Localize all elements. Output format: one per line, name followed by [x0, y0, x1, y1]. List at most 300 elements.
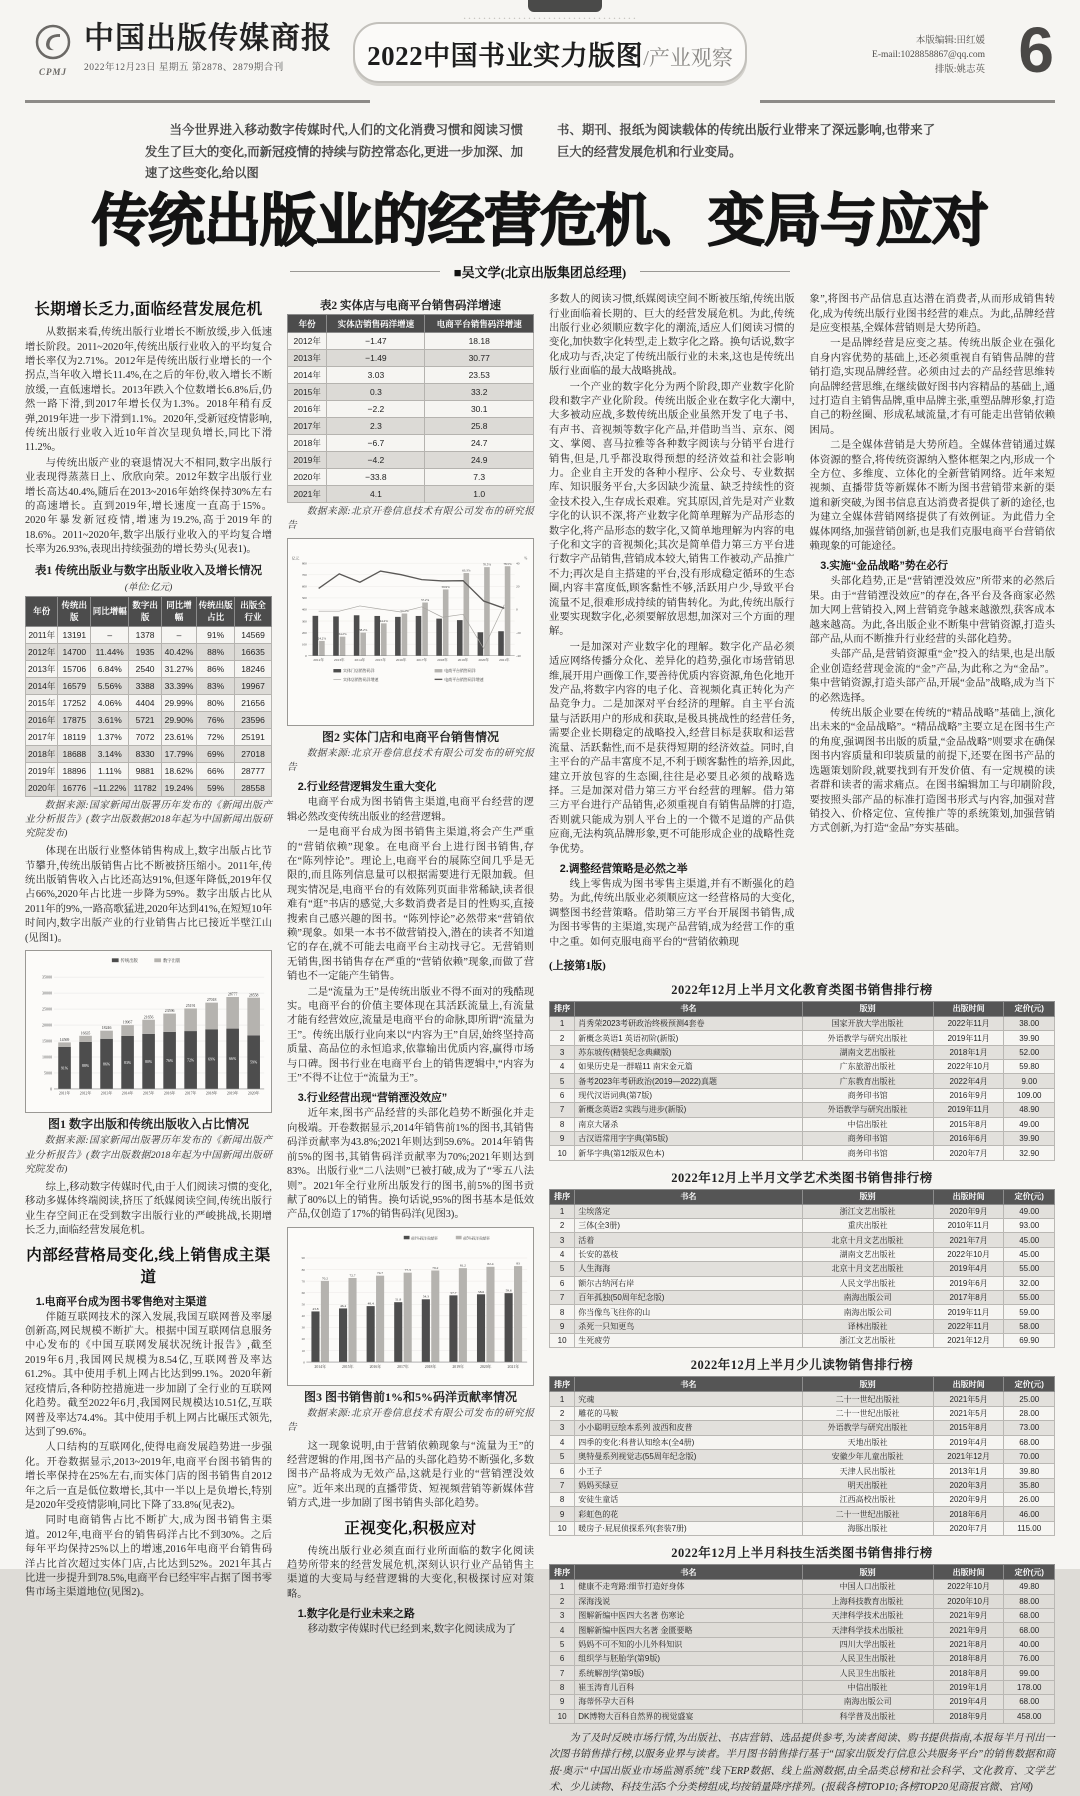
fig1-source: 数据来源:国家新闻出版署历年发布的《新闻出版产业分析报告》(数字出版数据2018年起为中国新闻出版研究院发布) — [25, 1135, 272, 1175]
table-cell: 17.79% — [161, 745, 196, 762]
svg-text:2019年: 2019年 — [226, 1091, 239, 1096]
section-heading-3: 正视变化,积极应对 — [344, 1519, 477, 1537]
table-cell: 93.00 — [1004, 1219, 1055, 1233]
table-cell: 2020年9月 — [933, 1493, 1004, 1507]
table-row — [550, 1247, 1055, 1261]
table-cell: 2018年9月 — [933, 1709, 1004, 1723]
sub-heading: 2.行业经营逻辑发生重大变化 — [297, 781, 437, 794]
table-cell: 2016年9月 — [933, 1088, 1004, 1102]
svg-text:80: 80 — [301, 1267, 305, 1272]
table-row — [550, 1060, 1055, 1074]
table-row — [550, 1031, 1055, 1045]
table-cell: 31.27% — [161, 660, 196, 677]
table-cell: 2013年 — [26, 660, 58, 677]
right-text-columns — [549, 293, 1055, 951]
table-row — [550, 1507, 1055, 1521]
table-cell: 23.61% — [161, 728, 196, 745]
masthead — [30, 22, 332, 78]
table-cell: 天津科学技术出版社 — [802, 1608, 933, 1622]
ranking-tables — [549, 951, 1055, 1796]
table-row — [26, 745, 272, 762]
table-cell: 26.00 — [1004, 1493, 1055, 1507]
table-cell: 浙江文艺出版社 — [802, 1204, 933, 1218]
table-cell: 19967 — [235, 677, 272, 694]
table-cell: 外语教学与研究出版社 — [802, 1421, 933, 1435]
column-header: 版别 — [802, 1189, 933, 1204]
table-cell: 40.42% — [161, 643, 196, 660]
svg-text:电商平台销售码洋增速: 电商平台销售码洋增速 — [444, 676, 484, 682]
table-row — [550, 1219, 1055, 1233]
table-cell: 3 — [550, 1421, 575, 1435]
table-row — [26, 643, 272, 660]
column-header: 出版时间 — [933, 1001, 1004, 1016]
table-cell: 7 — [550, 1478, 575, 1492]
table-cell: 14569 — [235, 626, 272, 643]
table-cell: 2018年8月 — [933, 1666, 1004, 1680]
paper-name: 中国出版传媒商报 — [84, 22, 332, 55]
table-row — [26, 677, 272, 694]
svg-text:2021年: 2021年 — [498, 657, 510, 662]
column-header: 年份 — [288, 315, 327, 333]
column-header: 版别 — [802, 1001, 933, 1016]
table-row — [550, 1131, 1055, 1145]
svg-text:2017年: 2017年 — [416, 657, 428, 662]
table-cell: 2016年6月 — [933, 1131, 1004, 1145]
table-row — [26, 711, 272, 728]
column-header: 同比增幅 — [91, 596, 129, 626]
ranking-footnote: 为了及时反映市场行情,为出版社、书店营销、选品提供参考,为读者阅读、购书提供指南,本报每半月刊出一次图书销售排行榜,以服务业界与读者。半月图书销售排行基于“国家出版发行信息公共服务平台”的销售数据和商报·奥示“中国出版业市场监测系统”线下ERP数据、线上监测数据,由全品类总榜和社会科学、文化教育、文学艺术、少儿读物、科技生活5个分类榜组成,均按销量降序排列。(报载各榜TOP10;各榜TOP20见商报官微、官网) — [549, 1732, 1055, 1793]
rank-table-children — [549, 1376, 1055, 1536]
table-cell: 88.00 — [1004, 1594, 1055, 1608]
column-1 — [25, 293, 272, 1599]
table-cell: 译林出版社 — [802, 1319, 933, 1333]
table-row — [550, 1464, 1055, 1478]
table-cell: 2014年 — [26, 677, 58, 694]
table-cell: 2022年10月 — [933, 1247, 1004, 1261]
table-cell: 3388 — [129, 677, 161, 694]
table-cell: 2018年 — [288, 435, 327, 452]
table-cell: 458.00 — [1004, 1709, 1055, 1723]
paragraph: 伴随互联网技术的深入发展,我国互联网普及率屡创新高,网民规模不断扩大。根据中国互联网信息服务中心发布的《中国互联网发展状况统计报告》,截至2019年6月,我国网民规模为8.54亿,互联网普及率达61.2%。其中使用手机上网占比达到99.1%。2020年新冠疫情后,各种防控措施进一步加剧了全行业的互联网化趋势。截至2022年6月,我国网民规模达10.51亿,互联网普及率达74.4%。其中使用手机上网占比碾压式领先,达到了99.6%。 — [25, 1311, 272, 1438]
table-cell: 6 — [550, 1088, 575, 1102]
svg-text:2013年: 2013年 — [100, 1091, 113, 1096]
table-row — [550, 1204, 1055, 1218]
table-row — [550, 1074, 1055, 1088]
table-cell: 7 — [550, 1290, 575, 1304]
svg-text:72%: 72% — [187, 1058, 195, 1063]
table-cell: 8330 — [129, 745, 161, 762]
svg-text:54.3: 54.3 — [422, 1294, 429, 1299]
svg-text:2020年: 2020年 — [478, 657, 489, 662]
table-cell: 10 — [550, 1334, 575, 1348]
table-cell: 49.00 — [1004, 1117, 1055, 1131]
table-row — [550, 1580, 1055, 1594]
table-cell: 2012年 — [26, 643, 58, 660]
table-cell: 2021年9月 — [933, 1608, 1004, 1622]
svg-text:58.6: 58.6 — [477, 1289, 485, 1294]
svg-text:23596: 23596 — [164, 1009, 175, 1014]
svg-text:40: 40 — [516, 560, 520, 565]
table-cell: 新概念英语1 英语初阶(新版) — [575, 1031, 802, 1045]
table-cell: 3.14% — [91, 745, 129, 762]
table-cell: 21656 — [235, 694, 272, 711]
table-cell: 8 — [550, 1493, 575, 1507]
svg-text:%: % — [524, 555, 528, 560]
table-cell: 39.90 — [1004, 1131, 1055, 1145]
svg-text:实体店销售码洋增速: 实体店销售码洋增速 — [343, 676, 379, 682]
table-cell: 南海出版公司 — [802, 1695, 933, 1709]
rank-table-literature-art — [549, 1189, 1055, 1349]
svg-text:2019年: 2019年 — [452, 1364, 464, 1369]
table-cell: 肖秀荣2023考研政治终极预测4套卷 — [575, 1016, 802, 1030]
table-cell: −33.8 — [327, 469, 425, 486]
rank-table-title: 2022年12月上半月文学艺术类图书销售排行榜 — [671, 1170, 933, 1185]
table-cell: 如果历史是一群喵11 南宋金元篇 — [575, 1060, 802, 1074]
continued-from-mark: (上接第1版) — [549, 959, 606, 972]
svg-text:0: 0 — [303, 1360, 305, 1365]
table-cell: 中信出版社 — [802, 1117, 933, 1131]
svg-text:76%: 76% — [166, 1058, 174, 1063]
table-cell: 4.06% — [91, 694, 129, 711]
rank-table-sci-life — [549, 1564, 1055, 1724]
svg-text:80%: 80% — [145, 1059, 153, 1064]
svg-text:70.5%: 70.5% — [482, 562, 492, 567]
table-cell: 四川大学出版社 — [802, 1637, 933, 1651]
table-cell: 二十一世纪出版社 — [802, 1507, 933, 1521]
table-cell: 2020年9月 — [933, 1204, 1004, 1218]
table-cell: 2019年11月 — [933, 1031, 1004, 1045]
table-row — [550, 1521, 1055, 1535]
column-header: 排序 — [550, 1565, 575, 1580]
table-cell: 91% — [197, 626, 235, 643]
table-cell: 19.24% — [161, 779, 196, 796]
table-cell: 109.00 — [1004, 1088, 1055, 1102]
table-row — [288, 452, 534, 469]
svg-text:25000: 25000 — [42, 1006, 53, 1012]
table-cell: 安徽少年儿童出版社 — [802, 1449, 933, 1463]
table-cell: 25191 — [235, 728, 272, 745]
table-row — [550, 1103, 1055, 1117]
table-cell: 18896 — [58, 762, 91, 779]
table-cell: 苏东坡传(精装纪念典藏版) — [575, 1045, 802, 1059]
table-cell: 86% — [197, 660, 235, 677]
table-cell: 活着 — [575, 1233, 802, 1247]
svg-text:2021年: 2021年 — [507, 1364, 520, 1369]
table-cell: 115.00 — [1004, 1521, 1055, 1535]
issue-line: 2022年12月23日 星期五 第2878、2879期合刊 — [84, 63, 284, 73]
fig2-chart — [287, 538, 534, 726]
svg-text:77.3: 77.3 — [404, 1267, 411, 1272]
paragraph: 移动数字传媒时代已经到来,数字化阅读成为了 — [307, 1624, 517, 1636]
paragraph: 综上,移动数字传媒时代,由于人们阅读习惯的变化,移动多媒体终端阅读,挤压了纸媒阅读空间,传统出版行业生存空间正在受到数字出版行业的严峻挑战,长期增长乏力,面临经营发展危机。 — [25, 1182, 272, 1237]
table-cell: 系统解剖学(第9版) — [575, 1666, 802, 1680]
table-cell: 15706 — [58, 660, 91, 677]
svg-text:51.8: 51.8 — [395, 1297, 402, 1302]
fig3-chart — [287, 1227, 534, 1387]
svg-text:2017年: 2017年 — [184, 1091, 197, 1096]
svg-text:14569: 14569 — [59, 1038, 70, 1043]
table-cell: DK博物大百科自然界的视觉盛宴 — [575, 1709, 802, 1723]
svg-text:100: 100 — [301, 641, 307, 646]
column-header: 排序 — [550, 1189, 575, 1204]
table-row — [550, 1146, 1055, 1160]
table-cell: −2.2 — [327, 401, 425, 418]
table-row — [550, 1695, 1055, 1709]
svg-text:2020年: 2020年 — [247, 1091, 260, 1096]
table-cell: 28.00 — [1004, 1406, 1055, 1420]
table-cell: 妈妈不可不知的小儿外科知识 — [575, 1637, 802, 1651]
svg-text:59.6: 59.6 — [505, 1288, 512, 1293]
table-cell: 2018年 — [26, 745, 58, 762]
column-header: 书名 — [575, 1001, 802, 1016]
paragraph: 一是品牌经营是应变之基。传统出版企业在强化自身内容优势的基础上,还必须重视自有销售品牌的营销打造,实现品牌经营。必须由过去的产品经营思维转向品牌经营思维,在继续做好图书内容精品的基础上,通过打造自主销售品牌,重申品牌主张,重塑品牌形象,打造自己的粉丝圈、形成私域流量,才有可能走出营销依赖困局。 — [809, 338, 1055, 436]
table-row — [550, 1709, 1055, 1723]
article-body — [0, 287, 1080, 1793]
table-cell: 18.62% — [161, 762, 196, 779]
table-cell: 3.03 — [327, 367, 425, 384]
table-cell: 人民卫生出版社 — [802, 1652, 933, 1666]
svg-text:800: 800 — [301, 560, 307, 565]
table-cell: 1 — [550, 1204, 575, 1218]
svg-text:5000: 5000 — [44, 1070, 53, 1076]
table-cell: 南海出版公司 — [802, 1290, 933, 1304]
table-cell: 2540 — [129, 660, 161, 677]
svg-text:2020年: 2020年 — [479, 1364, 492, 1369]
svg-text:79.2: 79.2 — [432, 1265, 439, 1270]
column-header: 出版时间 — [933, 1565, 1004, 1580]
svg-text:28558: 28558 — [248, 993, 259, 998]
svg-text:83: 83 — [516, 1261, 520, 1266]
table-cell: 6.84% — [91, 660, 129, 677]
table-cell: 2021年12月 — [933, 1334, 1004, 1348]
table-cell: 8 — [550, 1680, 575, 1694]
table-cell: 明天出版社 — [802, 1478, 933, 1492]
table-cell: 59% — [197, 779, 235, 796]
svg-text:91%: 91% — [61, 1066, 69, 1071]
table-cell: 4 — [550, 1247, 575, 1261]
table-cell: 18688 — [58, 745, 91, 762]
table-cell: 45.00 — [1004, 1233, 1055, 1247]
table-row — [550, 1016, 1055, 1030]
svg-text:72.7: 72.7 — [349, 1273, 356, 1278]
table-cell: 30.77 — [425, 350, 534, 367]
table-cell: 72% — [197, 728, 235, 745]
editor-info — [872, 34, 985, 77]
paragraph: 这一现象说明,由于营销依赖现象与“流量为王”的经营逻辑的作用,图书产品的头部化趋势不断强化,多数图书产品将成为无效产品,这就是行业的“营销湮没效应”。近年来出现的直播带货、短视频营销等新媒体营销方式,进一步加剧了图书销售头部化趋势。 — [287, 1440, 534, 1510]
svg-text:25191: 25191 — [185, 1004, 196, 1009]
table-cell: 14700 — [58, 643, 91, 660]
table-cell: 2019年11月 — [933, 1103, 1004, 1117]
svg-text:2012年: 2012年 — [79, 1091, 92, 1096]
svg-text:2014年: 2014年 — [314, 1364, 326, 1369]
table-row — [550, 1652, 1055, 1666]
banner-subtitle: /产业观察 — [643, 46, 733, 70]
paragraph: 与传统出版产业的衰退情况大不相同,数字出版行业表现得蒸蒸日上、欣欣向荣。2012年数字出版行业增长高达40.4%,随后在2013~2016年始终保持30%左右的高速增长。直到2019年,增长速度一直高于15%。2020年暴发新冠疫情,增速为19.2%,高于2019年的18.6%。2011~2020年,数字出版行业收入的平均复合增长率为26.93%,表现出持续强劲的增长势头(见表1)。 — [25, 457, 272, 556]
column-header: 版别 — [802, 1565, 933, 1580]
table-cell: 2017年8月 — [933, 1290, 1004, 1304]
table-row — [550, 1680, 1055, 1694]
table1-title: 表1 传统出版业与数字出版业收入及增长情况 — [34, 564, 263, 577]
svg-text:69%: 69% — [208, 1057, 216, 1062]
table-cell: 33.39% — [161, 677, 196, 694]
lead-col-1: 当今世界进入移动数字传媒时代,人们的文化消费习惯和阅读习惯发生了巨大的变化,而新冠疫情的持续与防控常态化,更进一步加深、加速了这些变化,给以图 — [145, 123, 523, 181]
svg-text:2015年: 2015年 — [342, 1364, 354, 1369]
column-header: 出版全行业 — [235, 596, 272, 626]
table-cell: 2015年 — [26, 694, 58, 711]
page-number: 6 — [1018, 14, 1054, 86]
table-row — [550, 1594, 1055, 1608]
table-row — [288, 333, 534, 350]
table-cell: 2020年 — [288, 469, 327, 486]
table-cell: 30.1 — [425, 401, 534, 418]
table-cell: 17875 — [58, 711, 91, 728]
table-cell: 27018 — [235, 745, 272, 762]
table-cell: 3.61% — [91, 711, 129, 728]
table-cell: 39.80 — [1004, 1464, 1055, 1478]
table-cell: 2022年10月 — [933, 1060, 1004, 1074]
table-row — [288, 418, 534, 435]
table-cell: 崔玉涛育儿百科 — [575, 1680, 802, 1694]
table-row — [550, 1392, 1055, 1406]
svg-text:34.2%: 34.2% — [338, 631, 347, 636]
table-cell: 9 — [550, 1131, 575, 1145]
table-cell: 68.00 — [1004, 1608, 1055, 1622]
table-cell: 6 — [550, 1276, 575, 1290]
svg-text:50: 50 — [301, 1302, 305, 1307]
table-row — [550, 1276, 1055, 1290]
svg-text:88%: 88% — [82, 1063, 90, 1068]
column-header: 实体店销售码洋增速 — [327, 315, 425, 333]
table-cell: 科学普及出版社 — [802, 1709, 933, 1723]
main-headline: 传统出版业的经营危机、变局与应对 — [92, 188, 988, 253]
svg-text:57.7: 57.7 — [450, 1290, 457, 1295]
table-cell: 99.00 — [1004, 1666, 1055, 1680]
paragraph: 传统出版行业必须直面行业所面临的数字化阅读趋势所带来的经营发展危机,深刻认识行业产品销售主渠道的大变局与经营逻辑的大变化,积极探讨应对策略。 — [287, 1545, 534, 1600]
table-cell: 49.00 — [1004, 1204, 1055, 1218]
table-cell: 江西高校出版社 — [802, 1493, 933, 1507]
table-cell: 33.2 — [425, 384, 534, 401]
table-cell: 10 — [550, 1709, 575, 1723]
svg-text:44.2%: 44.2% — [379, 618, 388, 623]
table1-source: 数据来源:国家新闻出版署历年发布的《新闻出版产业分析报告》(数字出版数据2018年起为中国新闻出版研究院发布) — [25, 799, 272, 839]
table-cell: 上海科技教育出版社 — [802, 1594, 933, 1608]
svg-text:20: 20 — [301, 1336, 305, 1341]
table-row — [288, 350, 534, 367]
column-header: 定价(元) — [1004, 1189, 1055, 1204]
table2-source: 数据来源:北京开卷信息技术有限公司发布的研究报告 — [287, 506, 534, 532]
svg-text:2017年: 2017年 — [397, 1364, 409, 1369]
svg-text:15000: 15000 — [42, 1038, 53, 1044]
table-cell: 68.00 — [1004, 1695, 1055, 1709]
table-row — [288, 401, 534, 418]
svg-text:2018年: 2018年 — [205, 1091, 218, 1096]
table-cell: 2019年4月 — [933, 1262, 1004, 1276]
column-header: 定价(元) — [1004, 1565, 1055, 1580]
table-cell: 2015年8月 — [933, 1421, 1004, 1435]
table-cell: 湖南文艺出版社 — [802, 1045, 933, 1059]
table-cell: 48.90 — [1004, 1103, 1055, 1117]
table-cell: 5 — [550, 1262, 575, 1276]
table-cell: 人生海海 — [575, 1262, 802, 1276]
table-cell: 5 — [550, 1637, 575, 1651]
svg-text:2018年: 2018年 — [437, 657, 448, 662]
table-row — [550, 1406, 1055, 1420]
table-cell: 尘埃落定 — [575, 1204, 802, 1218]
table1-unit: (单位:亿元) — [124, 582, 173, 593]
svg-text:60: 60 — [301, 1290, 305, 1295]
table-cell: 58.00 — [1004, 1319, 1055, 1333]
table-cell: 安徒生童话 — [575, 1493, 802, 1507]
table-cell: 2.3 — [327, 418, 425, 435]
rank-table-title: 2022年12月上半月科技生活类图书销售排行榜 — [671, 1546, 933, 1561]
table-row — [288, 384, 534, 401]
table-cell: 7 — [550, 1666, 575, 1680]
table-cell: 13191 — [58, 626, 91, 643]
table-row — [550, 1117, 1055, 1131]
table-cell: 1.11% — [91, 762, 129, 779]
paragraph: 传统出版企业要在传统的“精品战略”基础上,演化出未来的“金品战略”。“精品战略”主要立足在图书生产的角度,强调图书出版的质量,“金品战略”则要求在确保图书内容质量和印装质量的前提下,还要在图书产品的选题策划阶段,就要找到有开发价值、有一定规模的读者群和读者的需求痛点。在图书编辑加工与印刷阶段,要按照头部产品的标准打造图书形式与内容,加强对营销投入、价格定位、宣传推广等的系统策划,加强营销方式创新,为打造“金品”夯实基础。 — [809, 708, 1055, 835]
table-cell: 组织学与胚胎学(第9版) — [575, 1652, 802, 1666]
table-cell: 新华字典(第12版双色本) — [575, 1146, 802, 1160]
table-cell: 18.18 — [425, 333, 534, 350]
table-cell: 古汉语常用字字典(第5版) — [575, 1131, 802, 1145]
header-rule-right — [760, 100, 1055, 103]
table-cell: 你当像鸟飞往你的山 — [575, 1305, 802, 1319]
column-header: 定价(元) — [1004, 1001, 1055, 1016]
table-cell: 70.00 — [1004, 1449, 1055, 1463]
table-cell: 天地出版社 — [802, 1435, 933, 1449]
table-cell: 人民卫生出版社 — [802, 1666, 933, 1680]
table-cell: 小王子 — [575, 1464, 802, 1478]
column-header: 书名 — [575, 1565, 802, 1580]
table-cell: −4.2 — [327, 452, 425, 469]
table-cell: 2021年 — [288, 486, 327, 503]
table-cell: 2012年 — [288, 333, 327, 350]
table-cell: 69.90 — [1004, 1334, 1055, 1348]
sub-heading: 1.数字化是行业未来之路 — [297, 1608, 415, 1621]
table-cell: 5 — [550, 1449, 575, 1463]
svg-text:30: 30 — [301, 1325, 305, 1330]
table-cell: 11.44% — [91, 643, 129, 660]
column-header: 同比增幅 — [161, 596, 196, 626]
column-header: 排序 — [550, 1001, 575, 1016]
table-cell: 6 — [550, 1464, 575, 1478]
table-cell: 2020年7月 — [933, 1146, 1004, 1160]
svg-text:数字出版: 数字出版 — [162, 958, 181, 964]
table-cell: 69% — [197, 745, 235, 762]
table-row — [26, 779, 272, 796]
table-cell: 46.00 — [1004, 1507, 1055, 1521]
table-cell: 28777 — [235, 762, 272, 779]
table-row — [26, 660, 272, 677]
byline-rule-right — [640, 271, 790, 272]
fig3-source: 数据来源:北京开卷信息技术有限公司发布的研究报告 — [287, 1408, 534, 1434]
svg-text:2018年: 2018年 — [424, 1364, 437, 1369]
table-cell: 2015年8月 — [933, 1117, 1004, 1131]
table-cell: 2019年4月 — [933, 1435, 1004, 1449]
table-cell: 49.80 — [1004, 1580, 1055, 1594]
svg-text:48.4: 48.4 — [367, 1301, 374, 1306]
table-cell: 四季的变化:科普认知绘本(全4册) — [575, 1435, 802, 1449]
table-row — [26, 762, 272, 779]
table-cell: 1935 — [129, 643, 161, 660]
column-header: 数字出版 — [129, 596, 161, 626]
fig2-caption: 图2 实体门店和电商平台销售情况 — [321, 729, 499, 744]
table-cell: 重庆出版社 — [802, 1219, 933, 1233]
sub-heading: 3.行业经营出现“营销湮没效应” — [297, 1092, 448, 1105]
paragraph: 一是电商平台成为图书销售主渠道,将会产生严重的“营销依赖”现象。在电商平台上进行图书销售,存在“陈列悖论”。理论上,电商平台的展陈空间几乎是无限的,而且陈列信息量可以根据需要进行无限加载。但现实情况是,电商平台的有效陈列页面非常稀缺,读者很难有“逛”书店的感觉,大多数消费者是目的性购买,直接搜索自己感兴趣的图书。“陈列悖论”必然带来“营销依赖”现象。如果一本书不做营销投入,潜在的读者不知道它的存在,就不可能去电商平台主动找寻它。无营销则无销售,图书销售存在严重的“营销依赖”现象,而做了营销也不一定能产生销售。 — [287, 827, 534, 983]
lead-col-2: 书、期刊、报纸为阅读载体的传统出版行业带来了深远影响,也带来了巨大的经营发展危机和行业变局。 — [557, 123, 935, 159]
